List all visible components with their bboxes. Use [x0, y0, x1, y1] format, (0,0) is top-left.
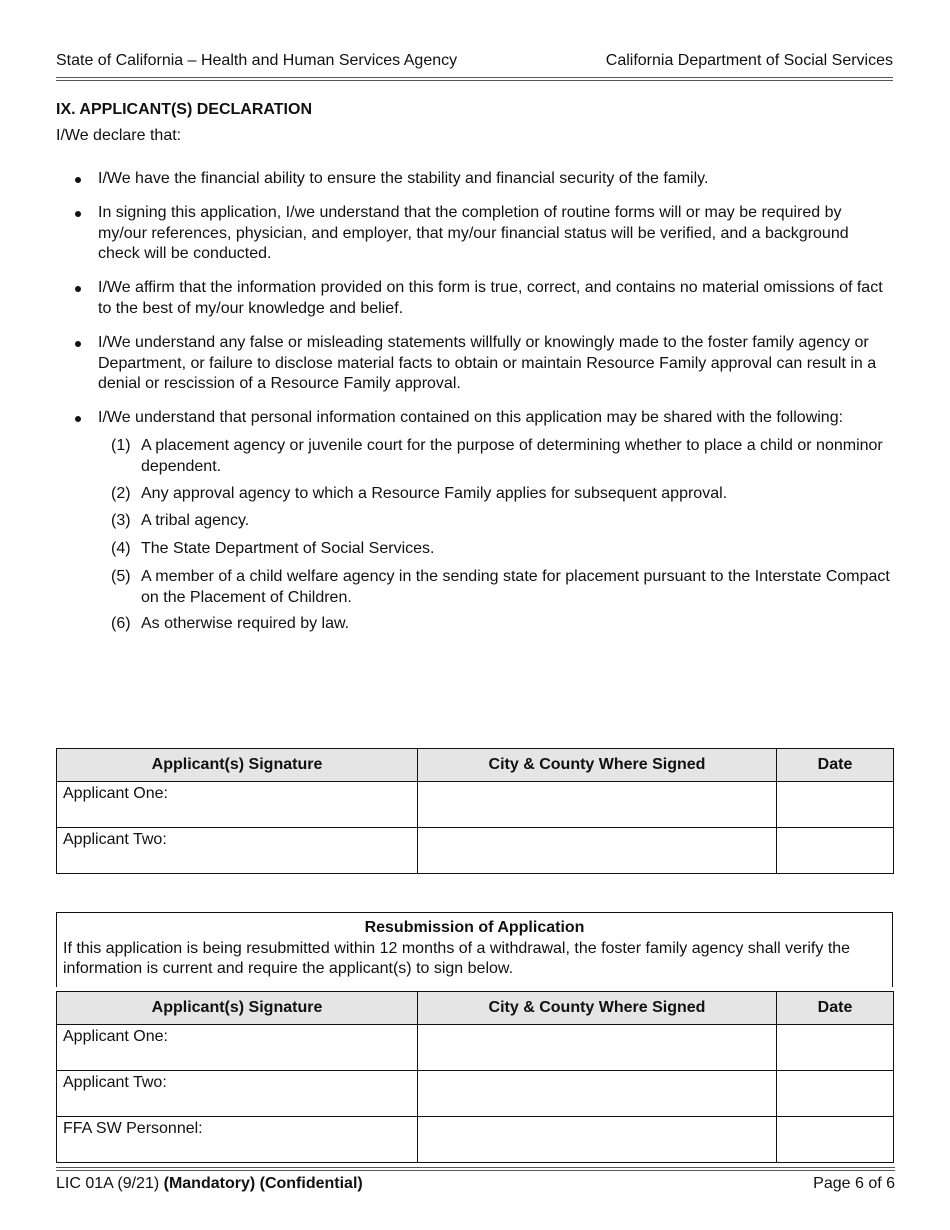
date-field[interactable] — [777, 828, 894, 874]
declaration-item: I/We understand that personal information contained on this application may be shared with the following: — [98, 408, 893, 429]
page-header — [56, 50, 893, 74]
header-agency: State of California – Health and Human Services Agency — [56, 52, 458, 69]
table-row — [57, 828, 894, 874]
table-row — [57, 782, 894, 828]
signature-field[interactable]: Applicant One: — [57, 1025, 418, 1071]
city-county-field[interactable] — [418, 1025, 777, 1071]
resubmission-box — [56, 912, 893, 987]
header-rule — [56, 77, 893, 81]
declaration-item: I/We understand any false or misleading statements willfully or knowingly made to the foster family agency or Department, or failure to disclose material facts to obtain or maintain Resource Family approval can result in a denial or rescission of a Resource Family approval. — [98, 333, 893, 395]
city-county-field[interactable] — [418, 1117, 777, 1163]
page-number: Page 6 of 6 — [813, 1175, 895, 1192]
resubmission-signature-table — [56, 991, 894, 1163]
bullet-icon — [75, 177, 81, 183]
table-row — [57, 1071, 894, 1117]
declaration-item: I/We affirm that the information provided on this form is true, correct, and contains no material omissions of fact to the best of my/our knowledge and belief. — [98, 278, 893, 319]
resubmission-title: Resubmission of Application — [364, 919, 585, 936]
signature-field[interactable]: Applicant One: — [57, 782, 418, 828]
signature-field[interactable]: Applicant Two: — [57, 828, 418, 874]
city-county-field[interactable] — [418, 1071, 777, 1117]
date-field[interactable] — [777, 1025, 894, 1071]
column-header-signature: Applicant(s) Signature — [57, 749, 418, 782]
signature-table — [56, 748, 894, 874]
section-title: IX. APPLICANT(S) DECLARATION — [56, 101, 312, 118]
header-department: California Department of Social Services — [605, 52, 893, 69]
date-field[interactable] — [777, 1071, 894, 1117]
resubmission-text: If this application is being resubmitted within 12 months of a withdrawal, the foster family agency shall verify the information is current and require the applicant(s) to sign below. — [63, 940, 851, 977]
form-id: LIC 01A (9/21) (Mandatory) (Confidential) — [56, 1175, 363, 1192]
column-header-city-county: City & County Where Signed — [418, 992, 777, 1025]
section-intro: I/We declare that: — [56, 127, 182, 144]
bullet-icon — [75, 416, 81, 422]
column-header-date: Date — [777, 749, 894, 782]
column-header-city-county: City & County Where Signed — [418, 749, 777, 782]
column-header-signature: Applicant(s) Signature — [57, 992, 418, 1025]
table-row — [57, 1025, 894, 1071]
date-field[interactable] — [777, 782, 894, 828]
declaration-item: In signing this application, I/we understand that the completion of routine forms will or may be required by my/our references, physician, and employer, that my/our financial status will be verified, and a background check will be conducted. — [98, 203, 893, 265]
signature-field[interactable]: FFA SW Personnel: — [57, 1117, 418, 1163]
declaration-item: I/We have the financial ability to ensure the stability and financial security of the family. — [98, 169, 893, 190]
signature-field[interactable]: Applicant Two: — [57, 1071, 418, 1117]
date-field[interactable] — [777, 1117, 894, 1163]
bullet-icon — [75, 341, 81, 347]
footer-rule — [56, 1167, 895, 1171]
column-header-date: Date — [777, 992, 894, 1025]
table-row — [57, 1117, 894, 1163]
city-county-field[interactable] — [418, 782, 777, 828]
city-county-field[interactable] — [418, 828, 777, 874]
bullet-icon — [75, 211, 81, 217]
bullet-icon — [75, 286, 81, 292]
form-flags: (Mandatory) (Confidential) — [163, 1175, 363, 1192]
